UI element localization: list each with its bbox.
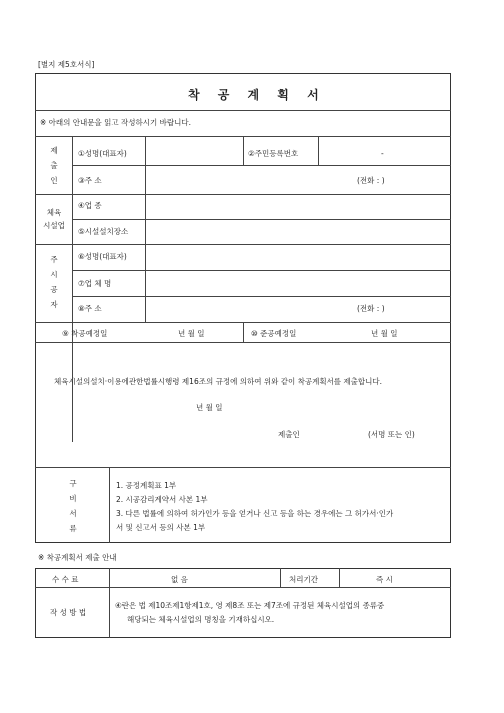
contractor-name-label: ⑥성명(대표자) — [78, 252, 127, 261]
contractor-address-field[interactable] — [146, 297, 346, 321]
documents-group-4: 류 — [69, 524, 77, 533]
declaration-text: 체육시설의설치·이용에관한법률시행령 제16조의 규정에 의하여 위와 같이 착공계획서를 제출합니다. — [54, 377, 383, 386]
declaration-date[interactable]: 년 월 일 — [196, 403, 223, 412]
signature-label[interactable]: (서명 또는 인) — [368, 430, 415, 439]
applicant-address-field[interactable] — [146, 166, 346, 193]
contractor-group-1: 주 — [50, 255, 58, 264]
processing-period-label: 처리기간 — [289, 575, 318, 584]
documents-group-2: 비 — [69, 494, 77, 503]
contractor-phone-label[interactable]: (전화 : ) — [357, 304, 385, 313]
facility-group-1: 체육 — [46, 208, 62, 217]
contractor-name-field[interactable] — [146, 245, 450, 269]
form-number-label: [별지 제5호서식] — [38, 60, 95, 69]
applicant-address-label: ③주 소 — [78, 176, 102, 185]
fee-label: 수 수 료 — [52, 575, 79, 584]
facility-type-field[interactable] — [146, 195, 450, 218]
applicant-group-2: 출 — [50, 161, 58, 170]
facility-group-2: 시설업 — [43, 221, 65, 230]
document-item-4: 서 및 신고서 등의 사본 1부 — [116, 523, 206, 532]
document-item-1: 1. 공정계획표 1부 — [116, 481, 177, 490]
facility-type-label: ④업 종 — [78, 201, 102, 210]
applicant-group-3: 인 — [50, 176, 58, 185]
facility-location-label: ⑤시설설치장소 — [78, 227, 129, 236]
applicant-phone-label[interactable]: (전화 : ) — [357, 176, 385, 185]
applicant-rrn-dash[interactable]: - — [381, 149, 384, 158]
applicant-group-1: 제 — [50, 146, 58, 155]
documents-group-3: 서 — [69, 509, 77, 518]
contractor-group-4: 자 — [50, 300, 58, 309]
applicant-name-field[interactable] — [146, 137, 242, 165]
end-date-label: ⑩ 준공예정일 — [251, 329, 297, 338]
submitter-label: 제출인 — [278, 430, 300, 439]
form-title: 착 공 계 획 서 — [188, 88, 326, 102]
instruction-note: ※ 아래의 안내문을 읽고 작성하시기 바랍니다. — [40, 118, 191, 127]
start-date-label: ⑨ 착공예정일 — [62, 329, 108, 338]
method-label: 작 성 방 법 — [50, 608, 87, 617]
facility-location-field[interactable] — [146, 220, 450, 243]
method-text-line-2: 해당되는 체육시설업의 명칭을 기재하십시오. — [127, 615, 275, 624]
document-item-2: 2. 시공감리계약서 사본 1부 — [116, 495, 208, 504]
guide-heading: ※ 착공계획서 제출 안내 — [38, 553, 117, 562]
contractor-address-label: ⑧주 소 — [78, 304, 102, 313]
end-date-value[interactable]: 년 월 일 — [371, 329, 398, 338]
contractor-company-field[interactable] — [146, 271, 450, 295]
applicant-rrn-label: ②주민등록번호 — [248, 149, 299, 158]
start-date-value[interactable]: 년 월 일 — [178, 329, 205, 338]
contractor-company-label: ⑦업 체 명 — [78, 279, 112, 288]
contractor-group-3: 공 — [50, 285, 58, 294]
document-item-3: 3. 다른 법률에 의하여 허가인가 등을 얻거나 신고 등을 하는 경우에는 그 허가서·인가 — [116, 509, 394, 518]
fee-value: 없 음 — [171, 575, 188, 584]
contractor-group-2: 시 — [50, 270, 58, 279]
method-text-line-1: ④란은 법 제10조제1항제1호, 영 제8조 또는 제7조에 규정된 체육시설업의 종류중 — [115, 601, 385, 610]
applicant-name-label: ①성명(대표자) — [78, 149, 127, 158]
documents-group-1: 구 — [69, 479, 77, 488]
processing-period-value: 즉 시 — [376, 575, 393, 584]
